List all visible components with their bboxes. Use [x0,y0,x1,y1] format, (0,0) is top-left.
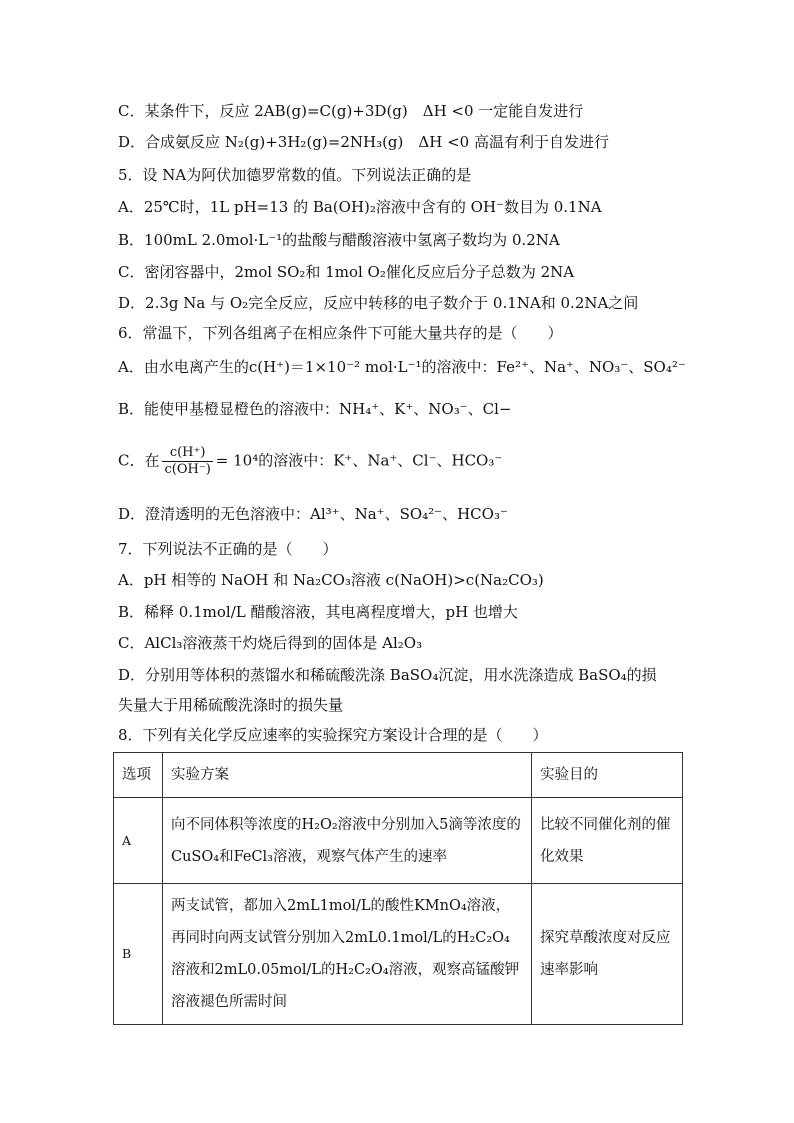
line-d-option: D．合成氨反应 N₂(g)+3H₂(g)=2NH₃(g) ΔH <0 高温有利于自发进行 [118,133,609,151]
q6-option-c [118,445,502,478]
experiment-table [113,752,683,1025]
q7-option-d-cont: 失量大于用稀硫酸洗涤时的损失量 [118,696,344,714]
row-plan: 两支试管，都加入2mL1mol/L的酸性KMnO₄溶液，再同时向两支试管分别加入2mL0.1mol/L的H₂C₂O₄溶液和2mL0.05mol/L的H₂C₂O₄溶液，观察高锰酸钾溶液褪色所需时间 [163,884,532,1025]
q5-option-b: B．100mL 2.0mol·L⁻¹的盐酸与醋酸溶液中氢离子数均为 0.2NA [118,231,560,249]
h-oh-ratio-fraction [162,445,212,478]
q7-option-c: C．AlCl₃溶液蒸干灼烧后得到的固体是 Al₂O₃ [118,634,423,652]
q6-option-a: A．由水电离产生的c(H⁺)＝1×10⁻² mol·L⁻¹的溶液中：Fe²⁺、Na⁺、NO₃⁻、SO₄²⁻ [118,358,686,376]
q6-option-d: D．澄清透明的无色溶液中：Al³⁺、Na⁺、SO₄²⁻、HCO₃⁻ [118,505,508,523]
question-8: 8．下列有关化学反应速率的实验探究方案设计合理的是（ ） [118,726,548,744]
q5-option-d: D．2.3g Na 与 O₂完全反应，反应中转移的电子数介于 0.1NA和 0.2NA之间 [118,294,639,312]
header-purpose: 实验目的 [532,753,683,798]
q7-option-b: B．稀释 0.1mol/L 醋酸溶液，其电离程度增大，pH 也增大 [118,603,518,621]
fraction-numerator: c(H⁺) [162,445,212,462]
line-c-option: C．某条件下，反应 2AB(g)=C(g)+3D(g) ΔH <0 一定能自发进行 [118,102,584,120]
table-header-row [114,753,683,798]
row-plan: 向不同体积等浓度的H₂O₂溶液中分别加入5滴等浓度的CuSO₄和FeCl₃溶液，观察气体产生的速率 [163,798,532,884]
header-option: 选项 [114,753,163,798]
table-row [114,798,683,884]
table-row [114,884,683,1025]
q6-option-b: B．能使甲基橙显橙色的溶液中：NH₄⁺、K⁺、NO₃⁻、Cl− [118,400,512,418]
row-option: A [114,798,163,884]
header-plan: 实验方案 [163,753,532,798]
q6-c-prefix: C．在 [118,451,160,470]
fraction-denominator: c(OH⁻) [164,462,211,477]
q6-c-suffix: = 10⁴的溶液中：K⁺、Na⁺、Cl⁻、HCO₃⁻ [215,451,503,470]
row-option: B [114,884,163,1025]
q7-option-d: D．分别用等体积的蒸馏水和稀硫酸洗涤 BaSO₄沉淀，用水洗涤造成 BaSO₄的损 [118,666,657,684]
question-7: 7．下列说法不正确的是（ ） [118,540,338,558]
row-purpose: 比较不同催化剂的催化效果 [532,798,683,884]
q5-option-c: C．密闭容器中，2mol SO₂和 1mol O₂催化反应后分子总数为 2NA [118,263,575,281]
q5-option-a: A．25℃时，1L pH=13 的 Ba(OH)₂溶液中含有的 OH⁻数目为 0.1NA [118,198,602,216]
question-6: 6．常温下，下列各组离子在相应条件下可能大量共存的是（ ） [118,324,563,342]
row-purpose: 探究草酸浓度对反应速率影响 [532,884,683,1025]
question-5: 5．设 NA为阿伏加德罗常数的值。下列说法正确的是 [118,166,472,184]
q7-option-a: A．pH 相等的 NaOH 和 Na₂CO₃溶液 c(NaOH)>c(Na₂CO₃) [118,571,544,589]
